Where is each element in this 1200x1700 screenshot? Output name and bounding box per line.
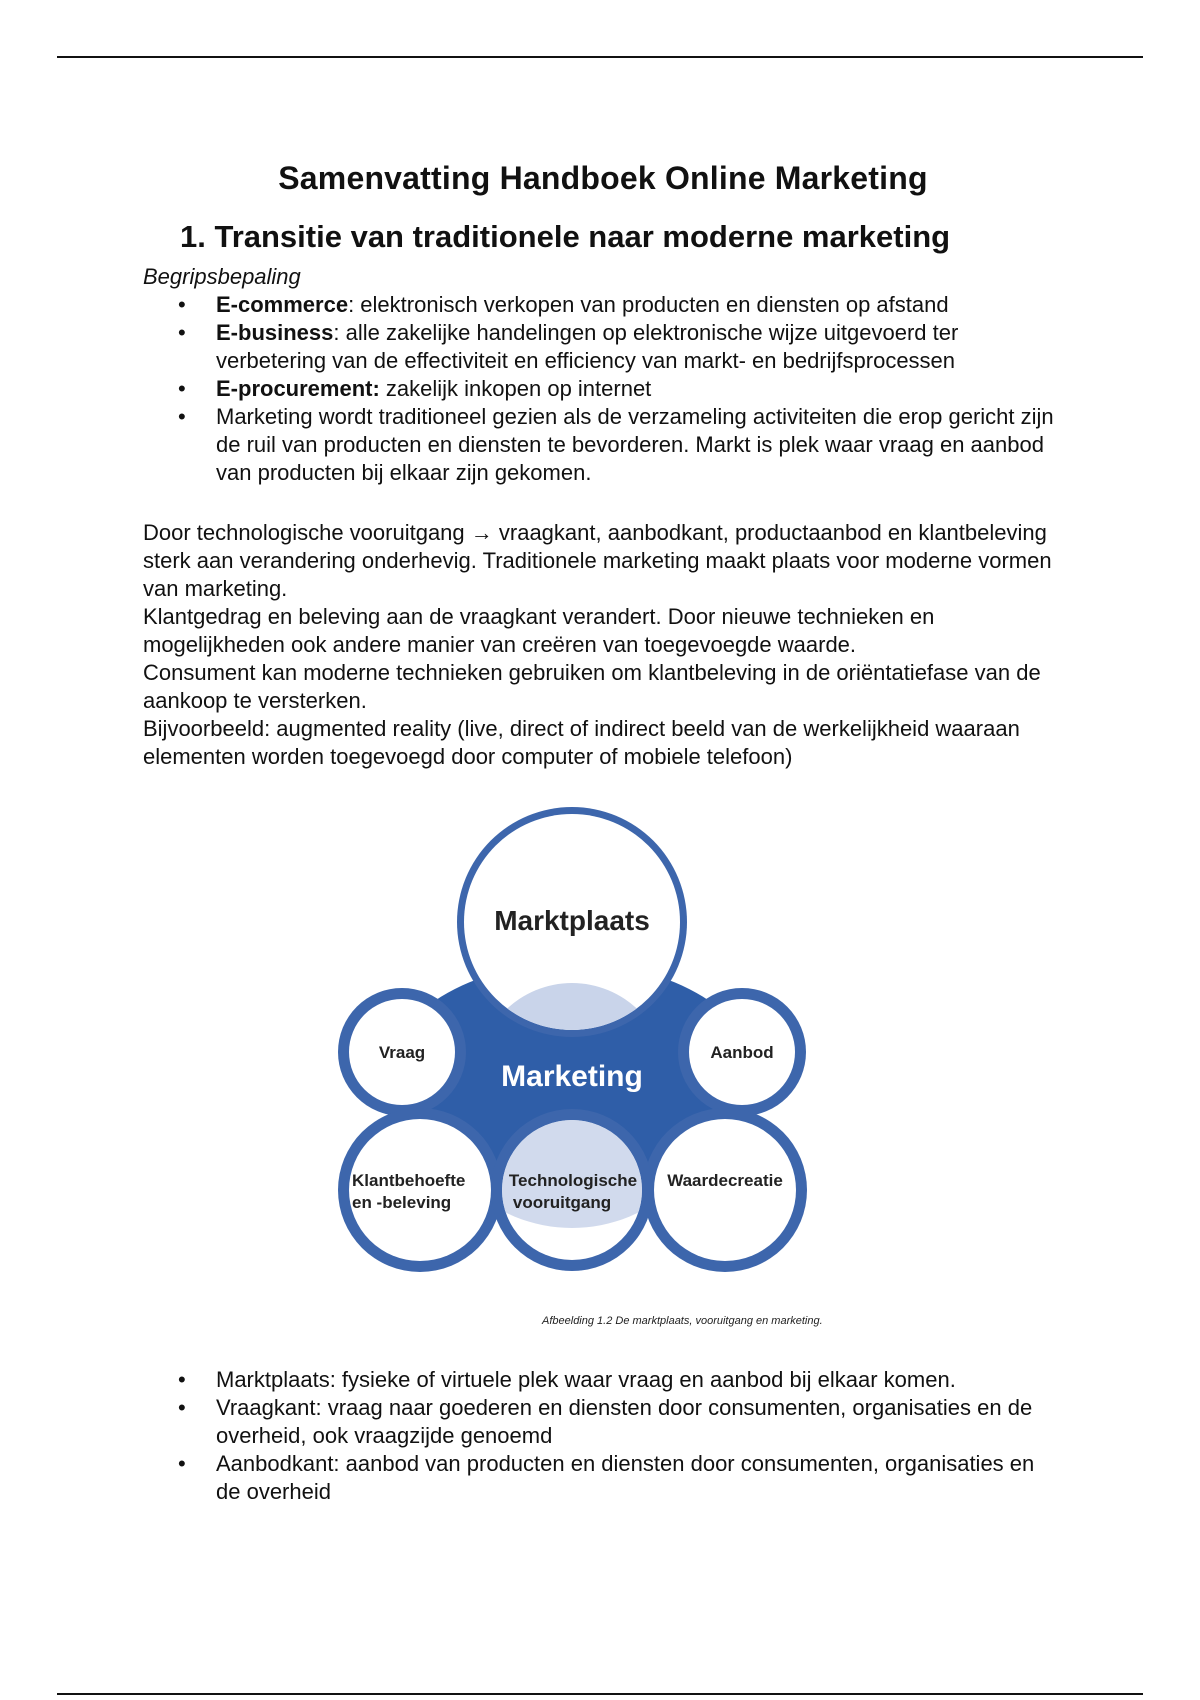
definition-term: E-commerce xyxy=(216,292,349,317)
paragraph: Consument kan moderne technieken gebruiken om klantbeleving in de oriëntatiefase van de aankoop te versterken. xyxy=(143,660,1041,713)
definition-text: : elektronisch verkopen van producten en diensten op afstand xyxy=(348,292,949,317)
figure-caption: Afbeelding 1.2 De marktplaats, vooruitgang en marketing. xyxy=(542,1315,823,1327)
technologische-label-2: vooruitgang xyxy=(512,1193,612,1212)
document-body xyxy=(143,160,1063,771)
diagram-svg xyxy=(310,795,870,1305)
waardecreatie-label: Waardecreatie xyxy=(667,1171,783,1190)
list-item xyxy=(143,375,1063,403)
figure-explanation-list xyxy=(143,1366,1063,1506)
body-paragraphs xyxy=(143,519,1063,771)
list-item xyxy=(143,291,1063,319)
klantbehoefte-label-2: en -beleving xyxy=(352,1193,452,1212)
top-rule xyxy=(57,56,1143,58)
definition-term: E-business xyxy=(216,320,334,345)
document-title: Samenvatting Handboek Online Marketing xyxy=(278,160,928,196)
definition-text: : alle zakelijke handelingen op elektronische wijze uitgevoerd ter verbetering van de effectiviteit en efficiency van markt- en bedrijfsprocessen xyxy=(216,320,959,373)
vraag-label: Vraag xyxy=(378,1043,426,1062)
marktplaats-label: Marktplaats xyxy=(494,905,650,936)
subheading: Begripsbepaling xyxy=(143,264,301,289)
definition-term: E-procurement: xyxy=(216,376,380,401)
definition-list xyxy=(143,291,1063,487)
marketing-diagram xyxy=(310,795,870,1310)
list-item: • Vraagkant: vraag naar goederen en diensten door consumenten, organisaties en de overheid, ook vraagzijde genoemd xyxy=(143,1394,1063,1450)
technologische-label-1: Technologische xyxy=(508,1171,638,1190)
paragraph: Door technologische vooruitgang → vraagkant, aanbodkant, productaanbod en klantbeleving sterk aan verandering onderhevig. Traditionele marketing maakt plaats voor moderne vormen van marketing. xyxy=(143,520,1052,601)
section-heading: 1. Transitie van traditionele naar moderne marketing xyxy=(180,219,951,254)
aanbod-label: Aanbod xyxy=(710,1043,774,1062)
paragraph: Bijvoorbeeld: augmented reality (live, direct of indirect beeld van de werkelijkheid waaraan elementen worden toegevoegd door computer of mobiele telefoon) xyxy=(143,716,1020,769)
list-item: • Aanbodkant: aanbod van producten en diensten door consumenten, organisaties en de overheid xyxy=(143,1450,1063,1506)
bottom-rule xyxy=(57,1693,1143,1695)
klantbehoefte-label-1: Klantbehoefte xyxy=(352,1171,466,1190)
paragraph: Klantgedrag en beleving aan de vraagkant verandert. Door nieuwe technieken en mogelijkheden ook andere manier van creëren van toegevoegde waarde. xyxy=(143,604,935,657)
marketing-label: Marketing xyxy=(501,1060,643,1093)
definition-text: zakelijk inkopen op internet xyxy=(379,376,652,401)
list-item xyxy=(143,319,1063,375)
list-item xyxy=(143,403,1063,487)
definition-text: Marketing wordt traditioneel gezien als de verzameling activiteiten die erop gericht zijn de ruil van producten en diensten te bevorderen. Markt is plek waar vraag en aanbod van producten bij elkaar zijn gekomen. xyxy=(216,404,1054,485)
list-item: • Marktplaats: fysieke of virtuele plek waar vraag en aanbod bij elkaar komen. xyxy=(143,1366,1063,1394)
